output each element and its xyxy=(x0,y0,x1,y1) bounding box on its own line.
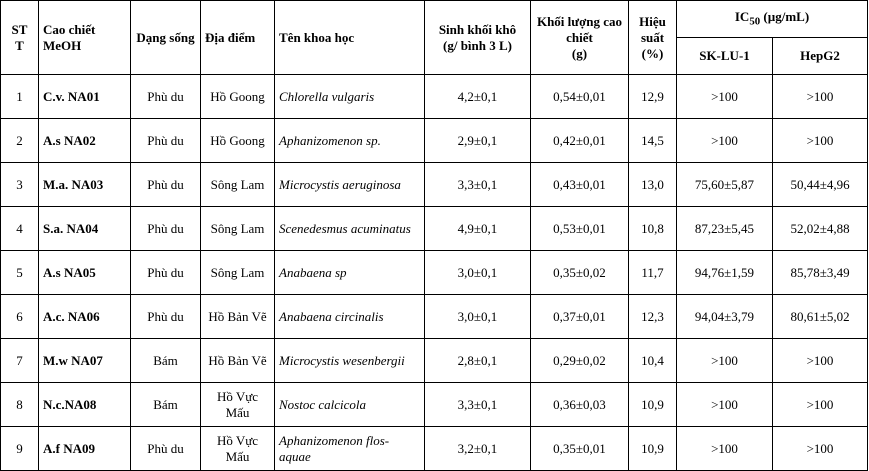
cell-stt: 8 xyxy=(1,383,39,427)
cell-stt: 7 xyxy=(1,339,39,383)
cell-biomass: 4,9±0,1 xyxy=(425,207,531,251)
cell-location: Hồ Vực Mấu xyxy=(201,427,275,471)
cell-hepg2: >100 xyxy=(773,119,868,163)
cell-yield: 13,0 xyxy=(629,163,677,207)
cell-species: Aphanizomenon sp. xyxy=(275,119,425,163)
table-row xyxy=(1,383,868,427)
cell-location: Hồ Bản Vẽ xyxy=(201,339,275,383)
cell-biomass: 2,8±0,1 xyxy=(425,339,531,383)
cell-extract: 0,36±0,03 xyxy=(531,383,629,427)
header-biomass-unit: (g/ bình 3 L) xyxy=(443,37,512,53)
cell-hepg2: 50,44±4,96 xyxy=(773,163,868,207)
cell-species: Nostoc calcicola xyxy=(275,383,425,427)
cell-species: Microcystis wesenbergii xyxy=(275,339,425,383)
cell-stt: 6 xyxy=(1,295,39,339)
header-biomass-label: Sinh khối khô xyxy=(438,21,517,37)
cell-sklu1: 94,76±1,59 xyxy=(677,251,773,295)
header-ic50-sub: 50 xyxy=(749,15,761,28)
cell-code: S.a. NA04 xyxy=(39,207,131,251)
cell-form: Phù du xyxy=(131,427,201,471)
cell-extract: 0,53±0,01 xyxy=(531,207,629,251)
header-ic50-prefix: IC xyxy=(734,8,750,24)
cell-extract: 0,29±0,02 xyxy=(531,339,629,383)
cell-location: Hồ Vực Mấu xyxy=(201,383,275,427)
header-sklu1: SK-LU-1 xyxy=(677,38,773,75)
cell-biomass: 3,3±0,1 xyxy=(425,163,531,207)
table-row xyxy=(1,119,868,163)
cell-biomass: 3,2±0,1 xyxy=(425,427,531,471)
header-extract-mass-unit: (g) xyxy=(571,45,588,61)
cell-stt: 4 xyxy=(1,207,39,251)
cell-hepg2: 52,02±4,88 xyxy=(773,207,868,251)
header-extract-mass-label: Khối lượng cao chiết xyxy=(536,13,623,45)
cell-species: Anabaena circinalis xyxy=(275,295,425,339)
cell-sklu1: 94,04±3,79 xyxy=(677,295,773,339)
cell-sklu1: >100 xyxy=(677,119,773,163)
cell-hepg2: >100 xyxy=(773,427,868,471)
table-row xyxy=(1,295,868,339)
cell-species: Scenedesmus acuminatus xyxy=(275,207,425,251)
cell-yield: 10,9 xyxy=(629,427,677,471)
cell-extract: 0,43±0,01 xyxy=(531,163,629,207)
cell-code: M.w NA07 xyxy=(39,339,131,383)
cell-yield: 10,8 xyxy=(629,207,677,251)
cell-biomass: 4,2±0,1 xyxy=(425,75,531,119)
table-row xyxy=(1,427,868,471)
cell-code: N.c.NA08 xyxy=(39,383,131,427)
cell-biomass: 3,0±0,1 xyxy=(425,295,531,339)
cell-species: Chlorella vulgaris xyxy=(275,75,425,119)
cell-hepg2: 85,78±3,49 xyxy=(773,251,868,295)
cell-species: Microcystis aeruginosa xyxy=(275,163,425,207)
table-row xyxy=(1,207,868,251)
cell-code: A.s NA05 xyxy=(39,251,131,295)
header-stt: ST T xyxy=(1,1,39,75)
cell-hepg2: >100 xyxy=(773,339,868,383)
cell-location: Sông Lam xyxy=(201,163,275,207)
cell-yield: 11,7 xyxy=(629,251,677,295)
cell-extract: 0,35±0,02 xyxy=(531,251,629,295)
cell-location: Hồ Bản Vẽ xyxy=(201,295,275,339)
cell-code: A.s NA02 xyxy=(39,119,131,163)
header-biomass xyxy=(425,1,531,75)
cell-sklu1: >100 xyxy=(677,75,773,119)
header-ic50 xyxy=(677,1,868,38)
cell-sklu1: 75,60±5,87 xyxy=(677,163,773,207)
cell-biomass: 2,9±0,1 xyxy=(425,119,531,163)
cell-stt: 2 xyxy=(1,119,39,163)
table-body xyxy=(1,75,868,471)
cell-yield: 12,3 xyxy=(629,295,677,339)
cell-form: Phù du xyxy=(131,75,201,119)
cell-hepg2: >100 xyxy=(773,383,868,427)
cell-extract: 0,54±0,01 xyxy=(531,75,629,119)
cell-yield: 10,4 xyxy=(629,339,677,383)
header-yield-label: Hiệu suất xyxy=(639,13,666,45)
cell-code: A.c. NA06 xyxy=(39,295,131,339)
cell-sklu1: >100 xyxy=(677,427,773,471)
cell-location: Hồ Goong xyxy=(201,119,275,163)
cell-form: Phù du xyxy=(131,207,201,251)
cell-sklu1: >100 xyxy=(677,383,773,427)
header-form: Dạng sống xyxy=(131,1,201,75)
cell-hepg2: 80,61±5,02 xyxy=(773,295,868,339)
cell-stt: 1 xyxy=(1,75,39,119)
cell-yield: 12,9 xyxy=(629,75,677,119)
cell-stt: 5 xyxy=(1,251,39,295)
header-species: Tên khoa học xyxy=(275,1,425,75)
cell-form: Phù du xyxy=(131,251,201,295)
header-location: Địa điểm xyxy=(201,1,275,75)
cell-form: Phù du xyxy=(131,119,201,163)
cell-code: A.f NA09 xyxy=(39,427,131,471)
cell-species: Anabaena sp xyxy=(275,251,425,295)
header-yield xyxy=(629,1,677,75)
cell-yield: 14,5 xyxy=(629,119,677,163)
cell-stt: 3 xyxy=(1,163,39,207)
header-ic50-suffix: (µg/mL) xyxy=(760,8,810,24)
cell-extract: 0,37±0,01 xyxy=(531,295,629,339)
table-row xyxy=(1,251,868,295)
cell-extract: 0,42±0,01 xyxy=(531,119,629,163)
cell-code: M.a. NA03 xyxy=(39,163,131,207)
cell-form: Bám xyxy=(131,383,201,427)
table-row xyxy=(1,339,868,383)
cell-yield: 10,9 xyxy=(629,383,677,427)
cell-form: Phù du xyxy=(131,163,201,207)
cell-location: Sông Lam xyxy=(201,207,275,251)
cell-sklu1: 87,23±5,45 xyxy=(677,207,773,251)
cell-hepg2: >100 xyxy=(773,75,868,119)
cell-form: Phù du xyxy=(131,295,201,339)
cell-biomass: 3,3±0,1 xyxy=(425,383,531,427)
cell-code: C.v. NA01 xyxy=(39,75,131,119)
table-row xyxy=(1,163,868,207)
cell-location: Hồ Goong xyxy=(201,75,275,119)
cell-location: Sông Lam xyxy=(201,251,275,295)
header-yield-unit: (%) xyxy=(641,45,664,61)
cell-extract: 0,35±0,01 xyxy=(531,427,629,471)
header-extract: Cao chiết MeOH xyxy=(39,1,131,75)
header-row-1 xyxy=(1,1,868,38)
table-row xyxy=(1,75,868,119)
cell-form: Bám xyxy=(131,339,201,383)
header-hepg2: HepG2 xyxy=(773,38,868,75)
cell-biomass: 3,0±0,1 xyxy=(425,251,531,295)
cell-sklu1: >100 xyxy=(677,339,773,383)
header-extract-mass xyxy=(531,1,629,75)
cell-stt: 9 xyxy=(1,427,39,471)
cell-species: Aphanizomenon flos-aquae xyxy=(275,427,425,471)
